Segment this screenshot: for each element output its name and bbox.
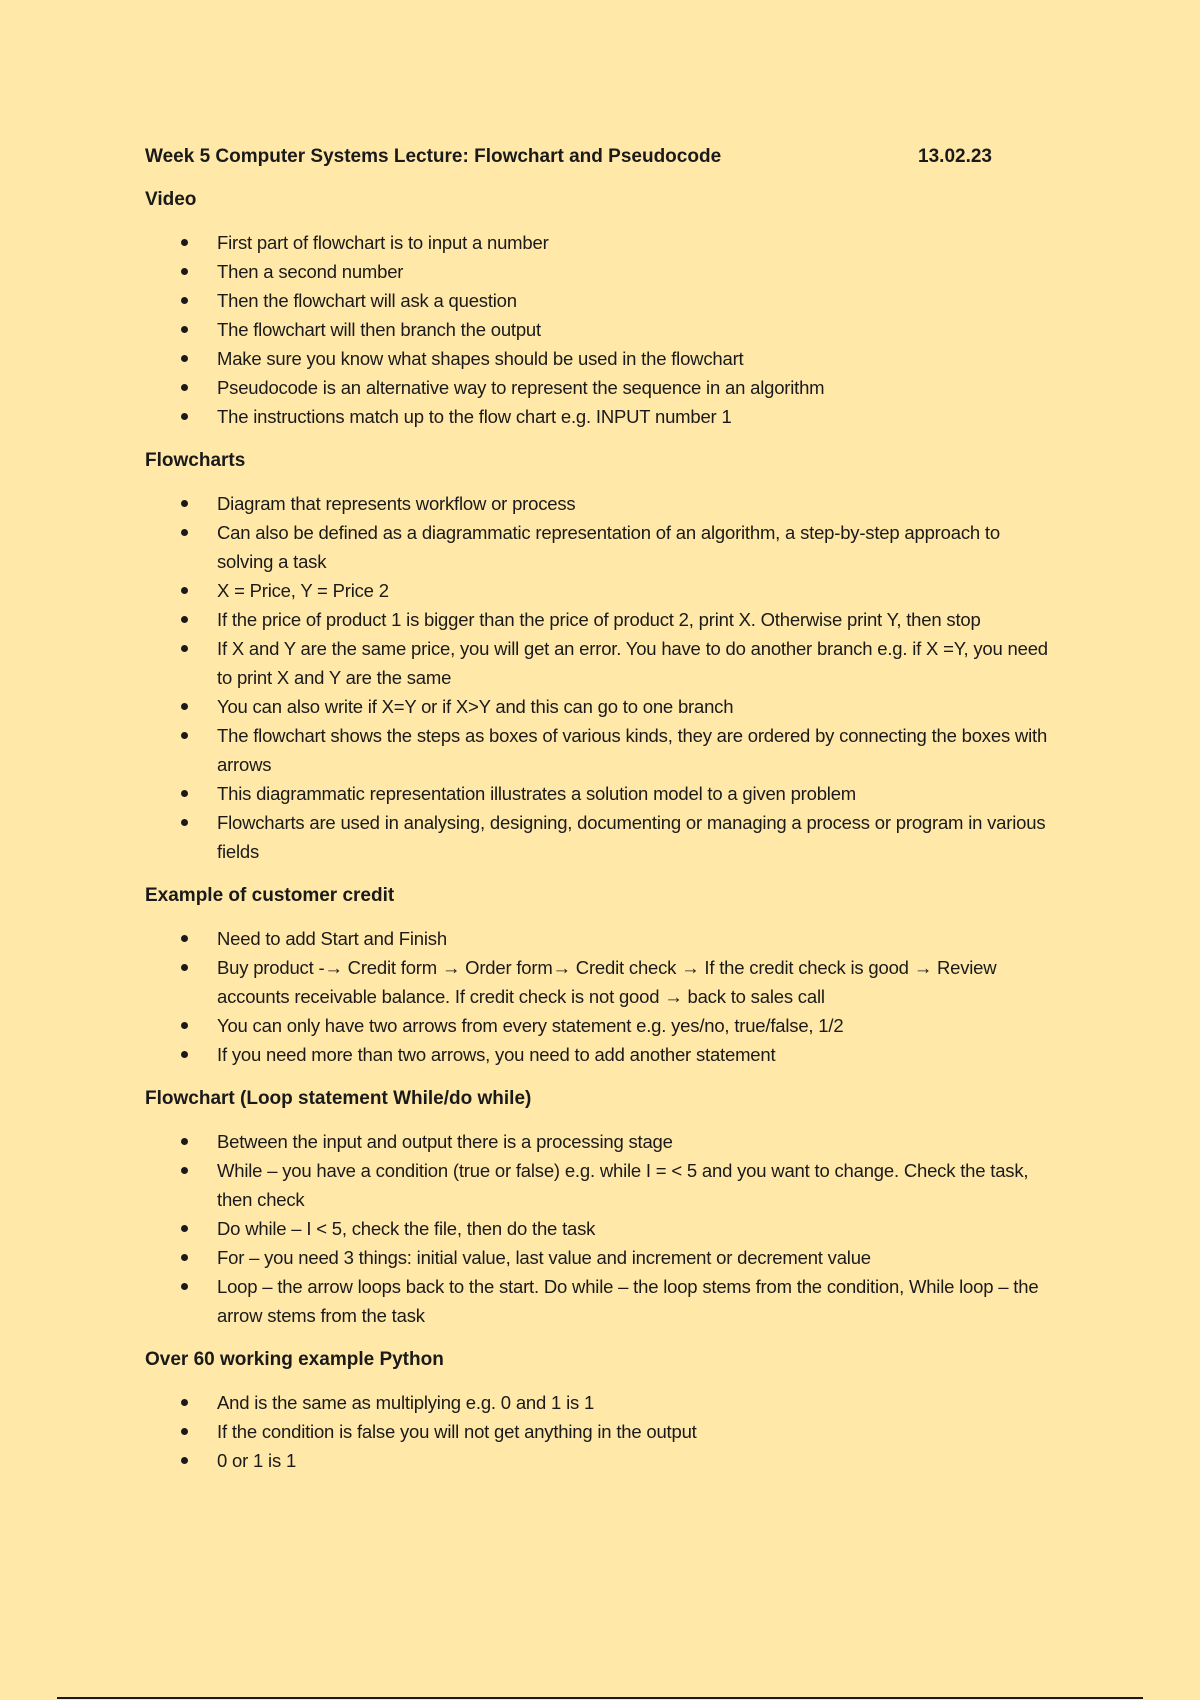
- bullet-item: The instructions match up to the flow chart e.g. INPUT number 1: [145, 402, 1050, 431]
- bullet-item: Loop – the arrow loops back to the start. Do while – the loop stems from the condition, While loop – the arrow stems from the task: [145, 1272, 1050, 1330]
- section-loop-statement: [145, 1085, 1050, 1330]
- bullet-item: Pseudocode is an alternative way to represent the sequence in an algorithm: [145, 373, 1050, 402]
- bullet-item: Then a second number: [145, 257, 1050, 286]
- bullet-item: If the condition is false you will not get anything in the output: [145, 1417, 1050, 1446]
- bullet-item: 0 or 1 is 1: [145, 1446, 1050, 1475]
- bullet-item: Can also be defined as a diagrammatic representation of an algorithm, a step-by-step approach to solving a task: [145, 518, 1050, 576]
- bullet-item: If you need more than two arrows, you need to add another statement: [145, 1040, 1050, 1069]
- bullet-item: Flowcharts are used in analysing, designing, documenting or managing a process or program in various fields: [145, 808, 1050, 866]
- bullet-list: [145, 1127, 1050, 1330]
- section-heading: Flowchart (Loop statement While/do while): [145, 1088, 532, 1109]
- document-title: Week 5 Computer Systems Lecture: Flowchart and Pseudocode: [145, 146, 722, 167]
- bullet-item: Do while – I < 5, check the file, then do the task: [145, 1214, 1050, 1243]
- bullet-list: [145, 924, 1050, 1069]
- bullet-item: Then the flowchart will ask a question: [145, 286, 1050, 315]
- bullet-item: Between the input and output there is a processing stage: [145, 1127, 1050, 1156]
- bullet-list: [145, 228, 1050, 431]
- bullet-item: The flowchart shows the steps as boxes of various kinds, they are ordered by connecting the boxes with arrows: [145, 721, 1050, 779]
- bullet-item: You can also write if X=Y or if X>Y and this can go to one branch: [145, 692, 1050, 721]
- document-page: [145, 142, 1050, 1491]
- bullet-item: And is the same as multiplying e.g. 0 and 1 is 1: [145, 1388, 1050, 1417]
- bullet-item: While – you have a condition (true or false) e.g. while I = < 5 and you want to change. Check the task, then check: [145, 1156, 1050, 1214]
- bullet-item: Diagram that represents workflow or process: [145, 489, 1050, 518]
- section-flowcharts: [145, 447, 1050, 866]
- section-video: [145, 186, 1050, 431]
- bullet-item: If X and Y are the same price, you will get an error. You have to do another branch e.g. if X =Y, you need to print X and Y are the same: [145, 634, 1050, 692]
- bullet-item: Buy product -→ Credit form → Order form→ Credit check → If the credit check is good → Review accounts receivable balance. If credit check is not good → back to sales call: [145, 953, 1050, 1011]
- bullet-item: For – you need 3 things: initial value, last value and increment or decrement value: [145, 1243, 1050, 1272]
- section-heading: Over 60 working example Python: [145, 1349, 444, 1370]
- bullet-item: X = Price, Y = Price 2: [145, 576, 1050, 605]
- document-header: [145, 142, 1050, 172]
- bullet-list: [145, 489, 1050, 866]
- bullet-item: Need to add Start and Finish: [145, 924, 1050, 953]
- document-date: 13.02.23: [918, 146, 992, 167]
- section-heading: Video: [145, 189, 197, 210]
- section-heading: Example of customer credit: [145, 885, 395, 906]
- section-python-example: [145, 1346, 1050, 1475]
- bullet-item: First part of flowchart is to input a number: [145, 228, 1050, 257]
- section-customer-credit: [145, 882, 1050, 1069]
- bullet-item: This diagrammatic representation illustrates a solution model to a given problem: [145, 779, 1050, 808]
- footer-divider: [57, 1697, 1143, 1699]
- bullet-list: [145, 1388, 1050, 1475]
- bullet-item: Make sure you know what shapes should be used in the flowchart: [145, 344, 1050, 373]
- bullet-item: If the price of product 1 is bigger than the price of product 2, print X. Otherwise print Y, then stop: [145, 605, 1050, 634]
- section-heading: Flowcharts: [145, 450, 246, 471]
- bullet-item: The flowchart will then branch the output: [145, 315, 1050, 344]
- bullet-item: You can only have two arrows from every statement e.g. yes/no, true/false, 1/2: [145, 1011, 1050, 1040]
